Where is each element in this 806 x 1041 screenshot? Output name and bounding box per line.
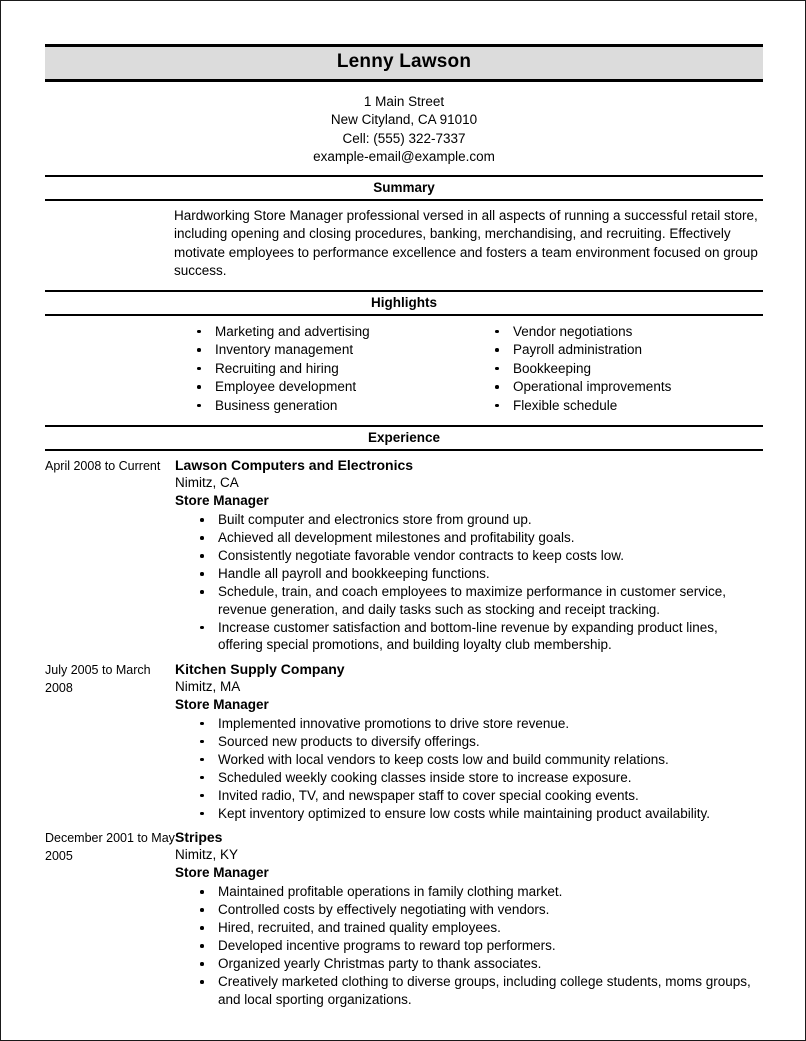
list-item	[199, 715, 763, 733]
list-item	[199, 973, 763, 1008]
list-item-label: Invited radio, TV, and newspaper staff to cover special cooking events.	[218, 787, 639, 803]
job-details	[175, 828, 763, 1008]
list-item	[195, 378, 404, 397]
section-title-highlights: Highlights	[45, 290, 763, 316]
list-item	[493, 360, 763, 379]
contact-street: 1 Main Street	[363, 93, 445, 109]
list-item	[199, 583, 763, 618]
list-item-label: Kept inventory optimized to ensure low costs while maintaining product availability.	[218, 805, 710, 821]
list-item-label: Employee development	[215, 379, 357, 395]
list-item-label: Built computer and electronics store from ground up.	[218, 512, 532, 528]
resume-sheet	[45, 1, 763, 1014]
section-title-summary: Summary	[45, 175, 763, 201]
list-item	[493, 397, 763, 416]
list-item-label: Vendor negotiations	[513, 323, 633, 339]
list-item-label: Increase customer satisfaction and bottom-line revenue by expanding product lines, offering special promotions, and building loyalty club membership.	[218, 619, 718, 653]
list-item-label: Recruiting and hiring	[215, 360, 339, 376]
list-item	[199, 937, 763, 955]
bullet-icon	[200, 590, 204, 594]
list-item-label: Business generation	[215, 397, 338, 413]
experience-entry	[45, 828, 763, 1008]
bullet-icon	[200, 518, 204, 522]
contact-city-state-zip: New Cityland, CA 91010	[330, 112, 478, 128]
contact-phone: Cell: (555) 322-7337	[342, 130, 466, 146]
highlights-list-right	[493, 323, 763, 416]
list-item-label: Handle all payroll and bookkeeping functions.	[218, 566, 490, 582]
list-item-label: Achieved all development milestones and profitability goals.	[218, 530, 575, 546]
list-item	[195, 360, 404, 379]
bullet-icon	[200, 776, 204, 780]
bullet-icon	[200, 908, 204, 912]
bullet-icon	[200, 812, 204, 816]
bullet-icon	[197, 367, 201, 371]
list-item-label: Schedule, train, and coach employees to maximize performance in customer service, revenue generation, and daily tasks such as stocking and receipt tracking.	[218, 584, 726, 617]
bullet-icon	[495, 385, 499, 389]
bullet-icon	[495, 404, 499, 408]
list-item	[199, 565, 763, 583]
list-item	[195, 397, 404, 416]
bullet-icon	[200, 926, 204, 930]
contact-block	[45, 82, 763, 175]
bullet-icon	[200, 794, 204, 798]
job-details	[175, 456, 763, 654]
list-item	[199, 901, 763, 919]
bullet-icon	[200, 722, 204, 726]
experience-entry	[45, 660, 763, 823]
job-location: Nimitz, KY	[175, 847, 239, 863]
list-item-label: Flexible schedule	[513, 397, 618, 413]
experience-entry	[45, 456, 763, 654]
list-item	[199, 955, 763, 973]
list-item-label: Implemented innovative promotions to drive store revenue.	[218, 715, 570, 731]
list-item-label: Consistently negotiate favorable vendor contracts to keep costs low.	[218, 548, 624, 564]
bullet-icon	[495, 367, 499, 371]
job-location: Nimitz, CA	[175, 475, 239, 491]
list-item	[493, 378, 763, 397]
list-item-label: Organized yearly Christmas party to thank associates.	[218, 956, 542, 972]
bullet-icon	[197, 330, 201, 334]
list-item	[199, 883, 763, 901]
list-item-label: Payroll administration	[513, 342, 643, 358]
section-body-highlights	[45, 316, 763, 426]
bullet-icon	[495, 348, 499, 352]
bullet-icon	[200, 554, 204, 558]
bullet-icon	[200, 944, 204, 948]
list-item-label: Hired, recruited, and trained quality employees.	[218, 920, 501, 936]
list-item-label: Scheduled weekly cooking classes inside store to increase exposure.	[218, 769, 632, 785]
list-item	[199, 511, 763, 529]
list-item	[199, 769, 763, 787]
section-body-summary	[45, 201, 763, 290]
job-company: Stripes	[175, 829, 223, 846]
list-item-label: Inventory management	[215, 342, 354, 358]
list-item	[199, 547, 763, 565]
job-company: Lawson Computers and Electronics	[175, 457, 414, 474]
job-responsibilities	[175, 511, 763, 654]
bullet-icon	[200, 962, 204, 966]
list-item-label: Maintained profitable operations in family clothing market.	[218, 884, 563, 900]
job-title: Store Manager	[175, 865, 269, 881]
job-title: Store Manager	[175, 696, 269, 712]
bullet-icon	[200, 626, 204, 630]
bullet-icon	[200, 536, 204, 540]
bullet-icon	[200, 890, 204, 894]
list-item	[199, 733, 763, 751]
list-item-label: Worked with local vendors to keep costs low and build community relations.	[218, 751, 669, 767]
list-item-label: Developed incentive programs to reward top performers.	[218, 938, 556, 954]
bullet-icon	[200, 758, 204, 762]
list-item-label: Bookkeeping	[513, 360, 592, 376]
section-body-experience	[45, 451, 763, 1008]
list-item-label: Creatively marketed clothing to diverse groups, including college students, moms groups, and local sporting organizations.	[218, 974, 751, 1007]
list-item	[199, 619, 763, 654]
summary-paragraph: Hardworking Store Manager professional versed in all aspects of running a successful retail store, including opening and closing procedures, banking, merchandising, and recruiting. Effectively motivate employees to performance excellence and fosters a team environment focused on group success.	[174, 207, 758, 279]
job-responsibilities	[175, 715, 763, 823]
list-item	[199, 751, 763, 769]
list-item	[199, 787, 763, 805]
bullet-icon	[197, 404, 201, 408]
job-details	[175, 660, 763, 823]
bullet-icon	[197, 348, 201, 352]
highlights-column-right	[404, 323, 763, 416]
bullet-icon	[200, 572, 204, 576]
job-dates: April 2008 to Current	[45, 459, 161, 474]
list-item	[195, 323, 404, 342]
bullet-icon	[200, 740, 204, 744]
contact-email: example-email@example.com	[313, 149, 495, 165]
name-banner	[45, 44, 763, 82]
job-company: Kitchen Supply Company	[175, 660, 345, 677]
list-item	[199, 805, 763, 823]
highlights-column-left	[45, 323, 404, 416]
job-title: Store Manager	[175, 493, 269, 509]
highlights-list-left	[195, 323, 404, 416]
bullet-icon	[495, 330, 499, 334]
section-title-experience: Experience	[45, 425, 763, 451]
list-item	[493, 323, 763, 342]
list-item-label: Operational improvements	[513, 379, 672, 395]
job-responsibilities	[175, 883, 763, 1008]
list-item	[199, 529, 763, 547]
list-item-label: Marketing and advertising	[215, 323, 370, 339]
list-item	[199, 919, 763, 937]
job-dates: July 2005 to March 2008	[45, 662, 151, 695]
job-dates: December 2001 to May 2005	[45, 831, 175, 864]
bullet-icon	[197, 385, 201, 389]
candidate-name: Lenny Lawson	[336, 51, 472, 72]
list-item-label: Sourced new products to diversify offerings.	[218, 733, 480, 749]
list-item-label: Controlled costs by effectively negotiating with vendors.	[218, 902, 550, 918]
list-item	[493, 341, 763, 360]
bullet-icon	[200, 980, 204, 984]
list-item	[195, 341, 404, 360]
job-location: Nimitz, MA	[175, 678, 241, 694]
